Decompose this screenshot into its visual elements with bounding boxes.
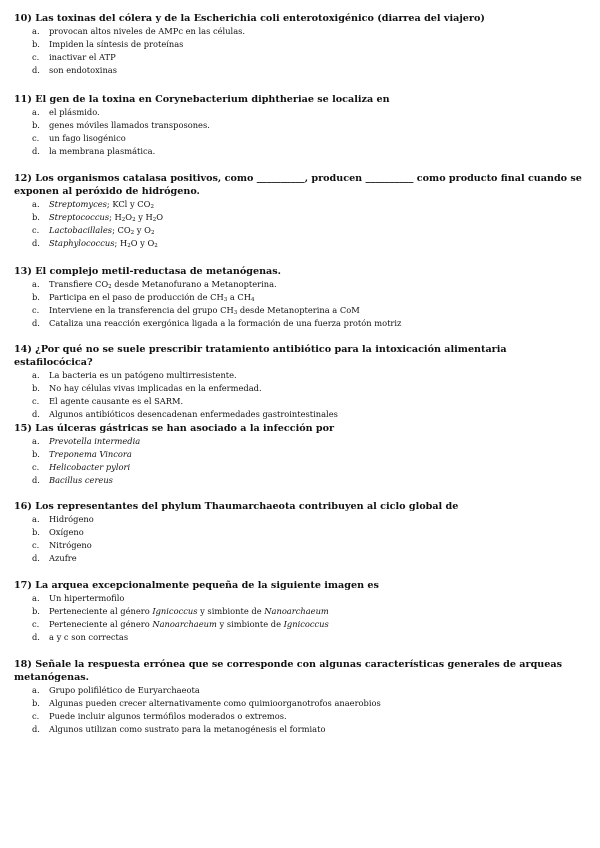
- question-10: [14, 12, 584, 77]
- option-letter: c.: [32, 52, 40, 62]
- option-genus: Ignicoccus: [283, 619, 329, 629]
- formula-subscript: 2: [154, 243, 158, 249]
- option-a[interactable]: [14, 369, 584, 382]
- options-list: [14, 106, 584, 158]
- option-b[interactable]: [14, 211, 584, 224]
- option-letter: c.: [32, 711, 40, 721]
- option-text: La bacteria es un patógeno multirresistente.: [49, 370, 237, 380]
- formula-part: O: [125, 212, 133, 222]
- options-list: [14, 278, 584, 330]
- option-letter: b.: [32, 527, 40, 537]
- option-a[interactable]: [14, 198, 584, 211]
- option-letter: d.: [32, 632, 40, 642]
- question-11: [14, 93, 584, 158]
- option-b[interactable]: [14, 382, 584, 395]
- option-letter: b.: [32, 120, 40, 130]
- option-separator: ;: [109, 212, 115, 222]
- option-letter: a.: [32, 685, 40, 695]
- option-separator: ;: [106, 199, 113, 209]
- option-c[interactable]: [14, 132, 584, 145]
- option-letter: b.: [32, 212, 40, 222]
- option-letter: a.: [32, 199, 40, 209]
- option-text-part: Un hipertermofilo: [49, 593, 125, 603]
- option-letter: c.: [32, 225, 40, 235]
- question-text: 17) La arquea excepcionalmente pequeña de la siguiente imagen es: [14, 580, 379, 591]
- question-text: 18) Señale la respuesta errónea que se corresponde con algunas características generales de arqueas metanógenas.: [14, 659, 562, 683]
- option-letter: d.: [32, 238, 40, 248]
- option-genus: Lactobacillales: [49, 225, 113, 235]
- option-text: Algunos utilizan como sustrato para la metanogénesis el formiato: [49, 724, 326, 734]
- option-b[interactable]: [14, 119, 584, 132]
- options-list: [14, 684, 584, 736]
- option-text: Bacillus cereus: [49, 475, 113, 485]
- option-letter: d.: [32, 553, 40, 563]
- option-text-part: Cataliza una reacción exergónica ligada a la formación de una fuerza protón motriz: [49, 318, 402, 328]
- question-text: 10) Las toxinas del cólera y de la Escherichia coli enterotoxigénico (diarrea del viajero): [14, 13, 485, 24]
- option-text: Algunos antibióticos desencadenan enfermedades gastrointestinales: [49, 409, 338, 419]
- option-text-part: desde Metanopterina a CoM: [237, 305, 360, 315]
- option-text: Prevotella intermedia: [49, 436, 141, 446]
- option-text: Grupo polifilético de Euryarchaeota: [49, 685, 200, 695]
- option-text: genes móviles llamados transposones.: [49, 120, 210, 130]
- option-a[interactable]: [14, 106, 584, 119]
- option-letter: d.: [32, 146, 40, 156]
- option-a[interactable]: [14, 435, 584, 448]
- option-letter: c.: [32, 540, 40, 550]
- option-text: la membrana plasmática.: [49, 146, 156, 156]
- option-b[interactable]: [14, 697, 584, 710]
- option-a[interactable]: [14, 25, 584, 38]
- option-a[interactable]: [14, 592, 584, 605]
- option-text: Puede incluir algunos termófilos moderados o extremos.: [49, 711, 287, 721]
- option-text-part: Transfiere CO: [49, 279, 109, 289]
- formula-part: O y O: [130, 238, 155, 248]
- option-a[interactable]: [14, 278, 584, 291]
- option-text: un fago lisogénico: [49, 133, 126, 143]
- option-letter: d.: [32, 318, 40, 328]
- option-text: Treponema Vincora: [49, 449, 132, 459]
- option-c[interactable]: [14, 618, 584, 631]
- option-letter: c.: [32, 133, 40, 143]
- option-text: Oxígeno: [49, 527, 84, 537]
- question-13: [14, 265, 584, 330]
- option-letter: b.: [32, 449, 40, 459]
- option-b[interactable]: [14, 605, 584, 618]
- formula-subscript: 2: [121, 217, 126, 223]
- option-b[interactable]: [14, 526, 584, 539]
- option-b[interactable]: [14, 38, 584, 51]
- option-text-part: desde Metanofurano a Metanopterina.: [111, 279, 277, 289]
- option-letter: d.: [32, 724, 40, 734]
- option-genus: Streptomyces: [49, 199, 107, 209]
- options-list: [14, 198, 584, 250]
- question-text: 14) ¿Por qué no se suele prescribir tratamiento antibiótico para la intoxicación alimentaria estafilocócica?: [14, 344, 507, 368]
- option-text-part: Participa en el paso de producción de CH: [49, 292, 224, 302]
- option-letter: d.: [32, 65, 40, 75]
- option-b[interactable]: [14, 448, 584, 461]
- formula-part: CO: [117, 225, 131, 235]
- option-d[interactable]: [14, 631, 584, 644]
- option-letter: d.: [32, 409, 40, 419]
- options-list: [14, 592, 584, 644]
- option-letter: c.: [32, 396, 40, 406]
- formula-subscript: 2: [127, 243, 131, 249]
- option-text-part: y simbionte de: [197, 606, 265, 616]
- option-text-part: Perteneciente al género: [49, 619, 153, 629]
- option-b[interactable]: [14, 291, 584, 304]
- formula-subscript: 2: [150, 230, 155, 236]
- question-text: 13) El complejo metil-reductasa de metanógenas.: [14, 266, 282, 277]
- option-d[interactable]: [14, 474, 584, 487]
- option-text: No hay células vivas implicadas en la enfermedad.: [49, 383, 262, 393]
- option-text: Azufre: [49, 553, 77, 563]
- question-text: 16) Los representantes del phylum Thaumarchaeota contribuyen al ciclo global de: [14, 501, 459, 512]
- option-letter: c.: [32, 619, 40, 629]
- option-c[interactable]: [14, 710, 584, 723]
- option-letter: b.: [32, 292, 40, 302]
- option-text: el plásmido.: [49, 107, 100, 117]
- formula-subscript: 2: [152, 217, 157, 223]
- option-a[interactable]: [14, 513, 584, 526]
- question-14: [14, 343, 584, 421]
- option-letter: a.: [32, 436, 40, 446]
- option-letter: a.: [32, 514, 40, 524]
- option-genus: Nanoarchaeum: [152, 619, 217, 629]
- option-letter: d.: [32, 475, 40, 485]
- formula-subscript: 2: [108, 284, 112, 290]
- question-text: 12) Los organismos catalasa positivos, como __________, producen __________ como producto final cuando se exponen al peróxido de hidrógeno.: [14, 173, 582, 197]
- option-text-part: a y c son correctas: [49, 632, 129, 642]
- option-d[interactable]: [14, 145, 584, 158]
- option-text: Nitrógeno: [49, 540, 92, 550]
- options-list: [14, 369, 584, 421]
- option-text: Impiden la síntesis de proteínas: [49, 39, 184, 49]
- option-letter: c.: [32, 462, 40, 472]
- formula-part: O: [156, 212, 164, 222]
- formula-subscript: 2: [150, 204, 154, 210]
- option-d[interactable]: [14, 723, 584, 736]
- option-letter: c.: [32, 305, 40, 315]
- formula-subscript: 2: [130, 230, 135, 236]
- option-letter: b.: [32, 698, 40, 708]
- option-separator: ;: [114, 238, 120, 248]
- option-c[interactable]: [14, 461, 584, 474]
- option-text: El agente causante es el SARM.: [49, 396, 184, 406]
- option-text: Algunas pueden crecer alternativamente como quimioorganotrofos anaerobios: [49, 698, 381, 708]
- formula-part: KCl y CO: [112, 199, 151, 209]
- options-list: [14, 513, 584, 565]
- options-list: [14, 435, 584, 487]
- option-genus: Ignicoccus: [152, 606, 198, 616]
- question-16: [14, 500, 584, 565]
- option-d[interactable]: [14, 64, 584, 77]
- option-c[interactable]: [14, 51, 584, 64]
- option-letter: b.: [32, 606, 40, 616]
- option-a[interactable]: [14, 684, 584, 697]
- option-c[interactable]: [14, 539, 584, 552]
- option-d[interactable]: [14, 317, 584, 330]
- question-17: [14, 579, 584, 644]
- option-letter: a.: [32, 593, 40, 603]
- formula-subscript: 4: [251, 297, 255, 303]
- option-letter: b.: [32, 383, 40, 393]
- option-letter: a.: [32, 107, 40, 117]
- option-genus: Staphylococcus: [49, 238, 115, 248]
- formula-part: y O: [134, 225, 151, 235]
- formula-part: H: [114, 212, 122, 222]
- formula-subscript: 2: [132, 217, 136, 223]
- option-genus: Nanoarchaeum: [264, 606, 329, 616]
- question-18: [14, 658, 584, 736]
- option-d[interactable]: [14, 237, 584, 250]
- question-text: 15) Las úlceras gástricas se han asociado a la infección por: [14, 423, 335, 434]
- option-text-part: Interviene en la transferencia del grupo CH: [49, 305, 234, 315]
- option-text-part: Perteneciente al género: [49, 606, 153, 616]
- option-text: son endotoxinas: [49, 65, 118, 75]
- option-c[interactable]: [14, 304, 584, 317]
- option-d[interactable]: [14, 408, 584, 421]
- option-genus: Streptococcus: [49, 212, 110, 222]
- option-separator: ;: [112, 225, 118, 235]
- option-text: Helicobacter pylori: [49, 462, 131, 472]
- option-letter: a.: [32, 279, 40, 289]
- formula-part: H: [119, 238, 128, 248]
- option-letter: a.: [32, 26, 40, 36]
- option-text: inactivar el ATP: [49, 52, 116, 62]
- option-c[interactable]: [14, 224, 584, 237]
- option-text-part: y simbionte de: [216, 619, 284, 629]
- question-12: [14, 172, 584, 250]
- formula-subscript: 3: [233, 310, 238, 316]
- options-list: [14, 25, 584, 77]
- question-text: 11) El gen de la toxina en Corynebacterium diphtheriae se localiza en: [14, 94, 390, 105]
- option-d[interactable]: [14, 552, 584, 565]
- option-text: Hidrógeno: [49, 514, 94, 524]
- formula-part: y H: [135, 212, 153, 222]
- question-15: [14, 422, 584, 487]
- option-letter: a.: [32, 370, 40, 380]
- option-text-part: a CH: [227, 292, 252, 302]
- option-c[interactable]: [14, 395, 584, 408]
- formula-subscript: 3: [223, 297, 228, 303]
- option-letter: b.: [32, 39, 40, 49]
- option-text: provocan altos niveles de AMPc en las células.: [49, 26, 246, 36]
